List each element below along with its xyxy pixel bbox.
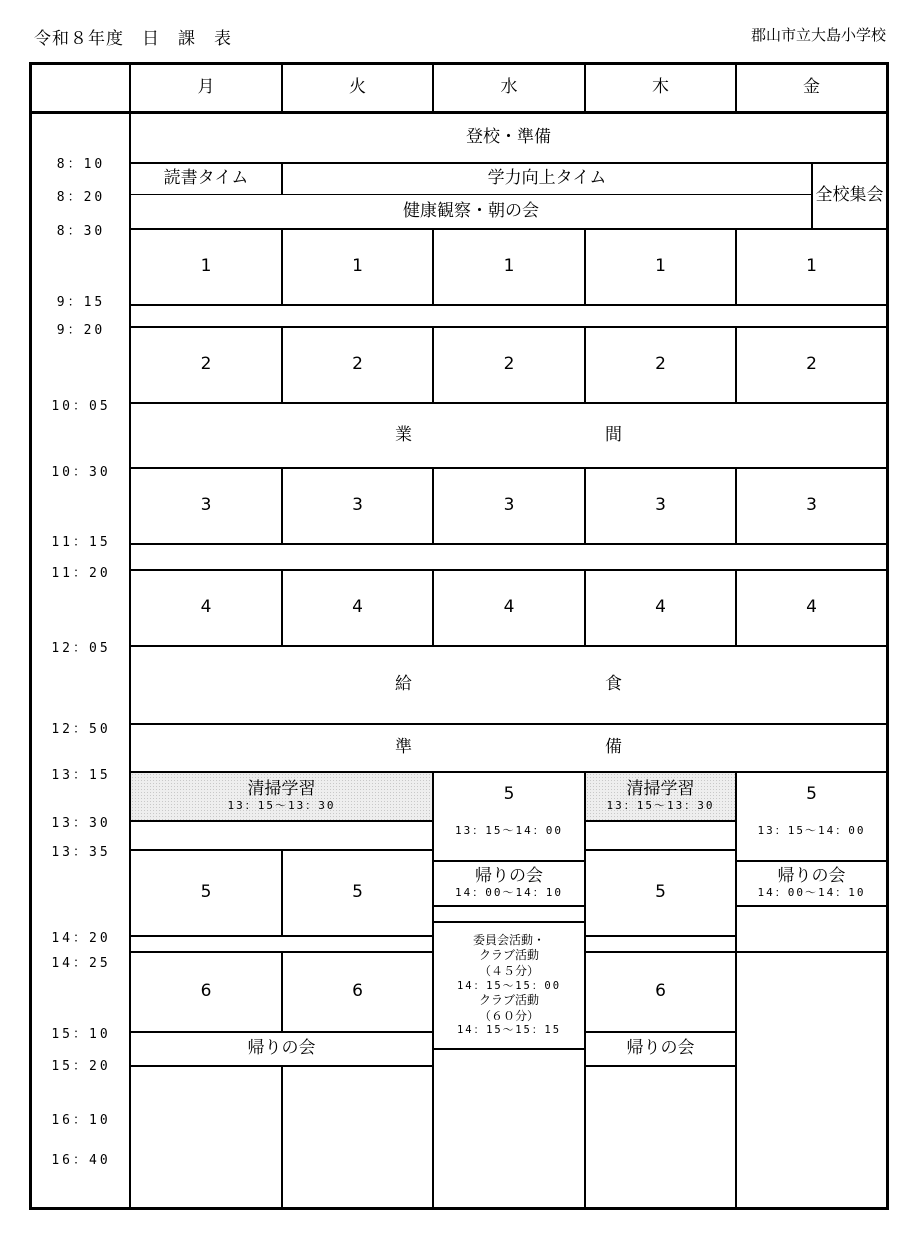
- after-mon: [129, 1065, 283, 1210]
- period-5-wed: [432, 771, 586, 862]
- iinkai-time: 14：15～15：00: [456, 979, 562, 992]
- after-thu: [584, 1065, 737, 1210]
- after-wed: [432, 1048, 586, 1210]
- time-label: 9：15: [56, 295, 106, 310]
- gakuryoku-time: 学力向上タイム: [281, 162, 813, 195]
- day-header-fri: 金: [735, 62, 889, 114]
- seiso-thu-time: 13：15～13：30: [606, 798, 715, 812]
- time-label: 8：20: [56, 190, 106, 205]
- time-label: 8：30: [56, 224, 106, 239]
- period-6-mon: 6: [129, 951, 283, 1033]
- kaeri-thu: 帰りの会: [584, 1031, 737, 1067]
- period-2-fri: 2: [735, 326, 889, 404]
- time-label: 14：25: [51, 956, 111, 971]
- title: 令和８年度 日 課 表: [34, 29, 232, 49]
- kaeri-wed-label: 帰りの会: [475, 866, 543, 887]
- time-label: 10：30: [51, 465, 111, 480]
- kaeri-mon-tue: 帰りの会: [129, 1031, 434, 1067]
- time-label: 11：15: [51, 535, 111, 550]
- seiso-label: 清掃学習: [247, 779, 316, 800]
- arrival-row: 登校・準備: [129, 112, 889, 164]
- kaeri-fri-time: 14：00～14：10: [757, 885, 866, 899]
- time-label: 15：20: [51, 1059, 111, 1074]
- club-duration: （６０分）: [478, 1008, 539, 1023]
- club-time: 14：15～15：15: [456, 1024, 562, 1037]
- kaeri-wed-time: 14：00～14：10: [455, 885, 563, 899]
- time-label: 14：20: [51, 931, 111, 946]
- school-name: 郡山市立大島小学校: [750, 26, 886, 44]
- time-label: 13：30: [51, 816, 111, 831]
- period-6-thu: 6: [584, 951, 737, 1033]
- period-5-thu: 5: [584, 849, 737, 937]
- period-4-fri: 4: [735, 569, 889, 647]
- after-tue: [281, 1065, 434, 1210]
- period-5-mon: 5: [129, 849, 283, 937]
- period-4-wed: 4: [432, 569, 586, 647]
- zenko-shukai-fri: 全校集会: [811, 162, 889, 230]
- kaeri-wed: [432, 860, 586, 907]
- time-label: 16：10: [51, 1113, 111, 1128]
- break-row: [129, 543, 889, 571]
- seiso-thu: [584, 771, 737, 822]
- corner-cell: [29, 62, 131, 114]
- kyushoku-label: 給 食: [395, 674, 710, 695]
- club-label: クラブ活動: [478, 948, 539, 963]
- period-5-fri: [735, 771, 889, 862]
- break-fri: [735, 905, 889, 953]
- period-5-wed-label: 5: [503, 784, 515, 804]
- period-4-mon: 4: [129, 569, 283, 647]
- period-5-fri-label: 5: [806, 784, 817, 804]
- day-header-mon: 月: [129, 62, 283, 114]
- gap-mon-tue: [129, 820, 434, 851]
- period-5-tue: 5: [281, 849, 434, 937]
- period-1-tue: 1: [281, 228, 434, 306]
- gap-thu: [584, 820, 737, 851]
- period-1-wed: 1: [432, 228, 586, 306]
- seiso-mon-tue: [129, 771, 434, 822]
- period-6-tue: 6: [281, 951, 434, 1033]
- kyushoku-row: [129, 645, 889, 725]
- time-label: 8：10: [56, 157, 106, 172]
- club2-label: クラブ活動: [478, 993, 539, 1008]
- period-2-tue: 2: [281, 326, 434, 404]
- period-5-fri-time: 13：15～14：00: [757, 823, 866, 837]
- iinkai-duration: （４５分）: [478, 964, 539, 979]
- period-2-thu: 2: [584, 326, 737, 404]
- period-3-tue: 3: [281, 467, 434, 545]
- junbi-row: [129, 723, 889, 773]
- day-header-thu: 木: [584, 62, 737, 114]
- period-1-mon: 1: [129, 228, 283, 306]
- break-row: [129, 304, 889, 328]
- after-fri: [735, 951, 889, 1210]
- kaeri-fri: [735, 860, 889, 907]
- gyokan-label: 業 間: [395, 424, 710, 445]
- period-3-fri: 3: [735, 467, 889, 545]
- period-3-thu: 3: [584, 467, 737, 545]
- time-label: 15：10: [51, 1027, 111, 1042]
- period-5-wed-time: 13：15～14：00: [455, 823, 563, 837]
- iinkai-label: 委員会活動・: [472, 932, 545, 947]
- iinkai-club-wed: [432, 921, 586, 1050]
- time-column: [29, 112, 131, 1210]
- time-label: 9：20: [56, 323, 106, 338]
- period-2-wed: 2: [432, 326, 586, 404]
- period-1-fri: 1: [735, 228, 889, 306]
- period-1-thu: 1: [584, 228, 737, 306]
- period-2-mon: 2: [129, 326, 283, 404]
- seiso-time: 13：15～13：30: [227, 798, 336, 812]
- time-label: 10：05: [51, 399, 111, 414]
- time-label: 11：20: [51, 566, 111, 581]
- period-3-wed: 3: [432, 467, 586, 545]
- junbi-label: 準 備: [395, 737, 710, 758]
- kaeri-fri-label: 帰りの会: [777, 866, 846, 887]
- time-label: 16：40: [51, 1153, 111, 1168]
- kenko-kansatsu: 健康観察・朝の会: [129, 194, 813, 230]
- time-label: 13：35: [51, 845, 111, 860]
- gyokan-row: [129, 402, 889, 469]
- day-header-tue: 火: [281, 62, 434, 114]
- day-header-wed: 水: [432, 62, 586, 114]
- period-4-tue: 4: [281, 569, 434, 647]
- time-label: 12：50: [51, 722, 111, 737]
- reading-time-mon: 読書タイム: [129, 162, 283, 195]
- seiso-thu-label: 清掃学習: [626, 779, 695, 800]
- period-3-mon: 3: [129, 467, 283, 545]
- time-label: 13：15: [51, 768, 111, 783]
- time-label: 12：05: [51, 641, 111, 656]
- period-4-thu: 4: [584, 569, 737, 647]
